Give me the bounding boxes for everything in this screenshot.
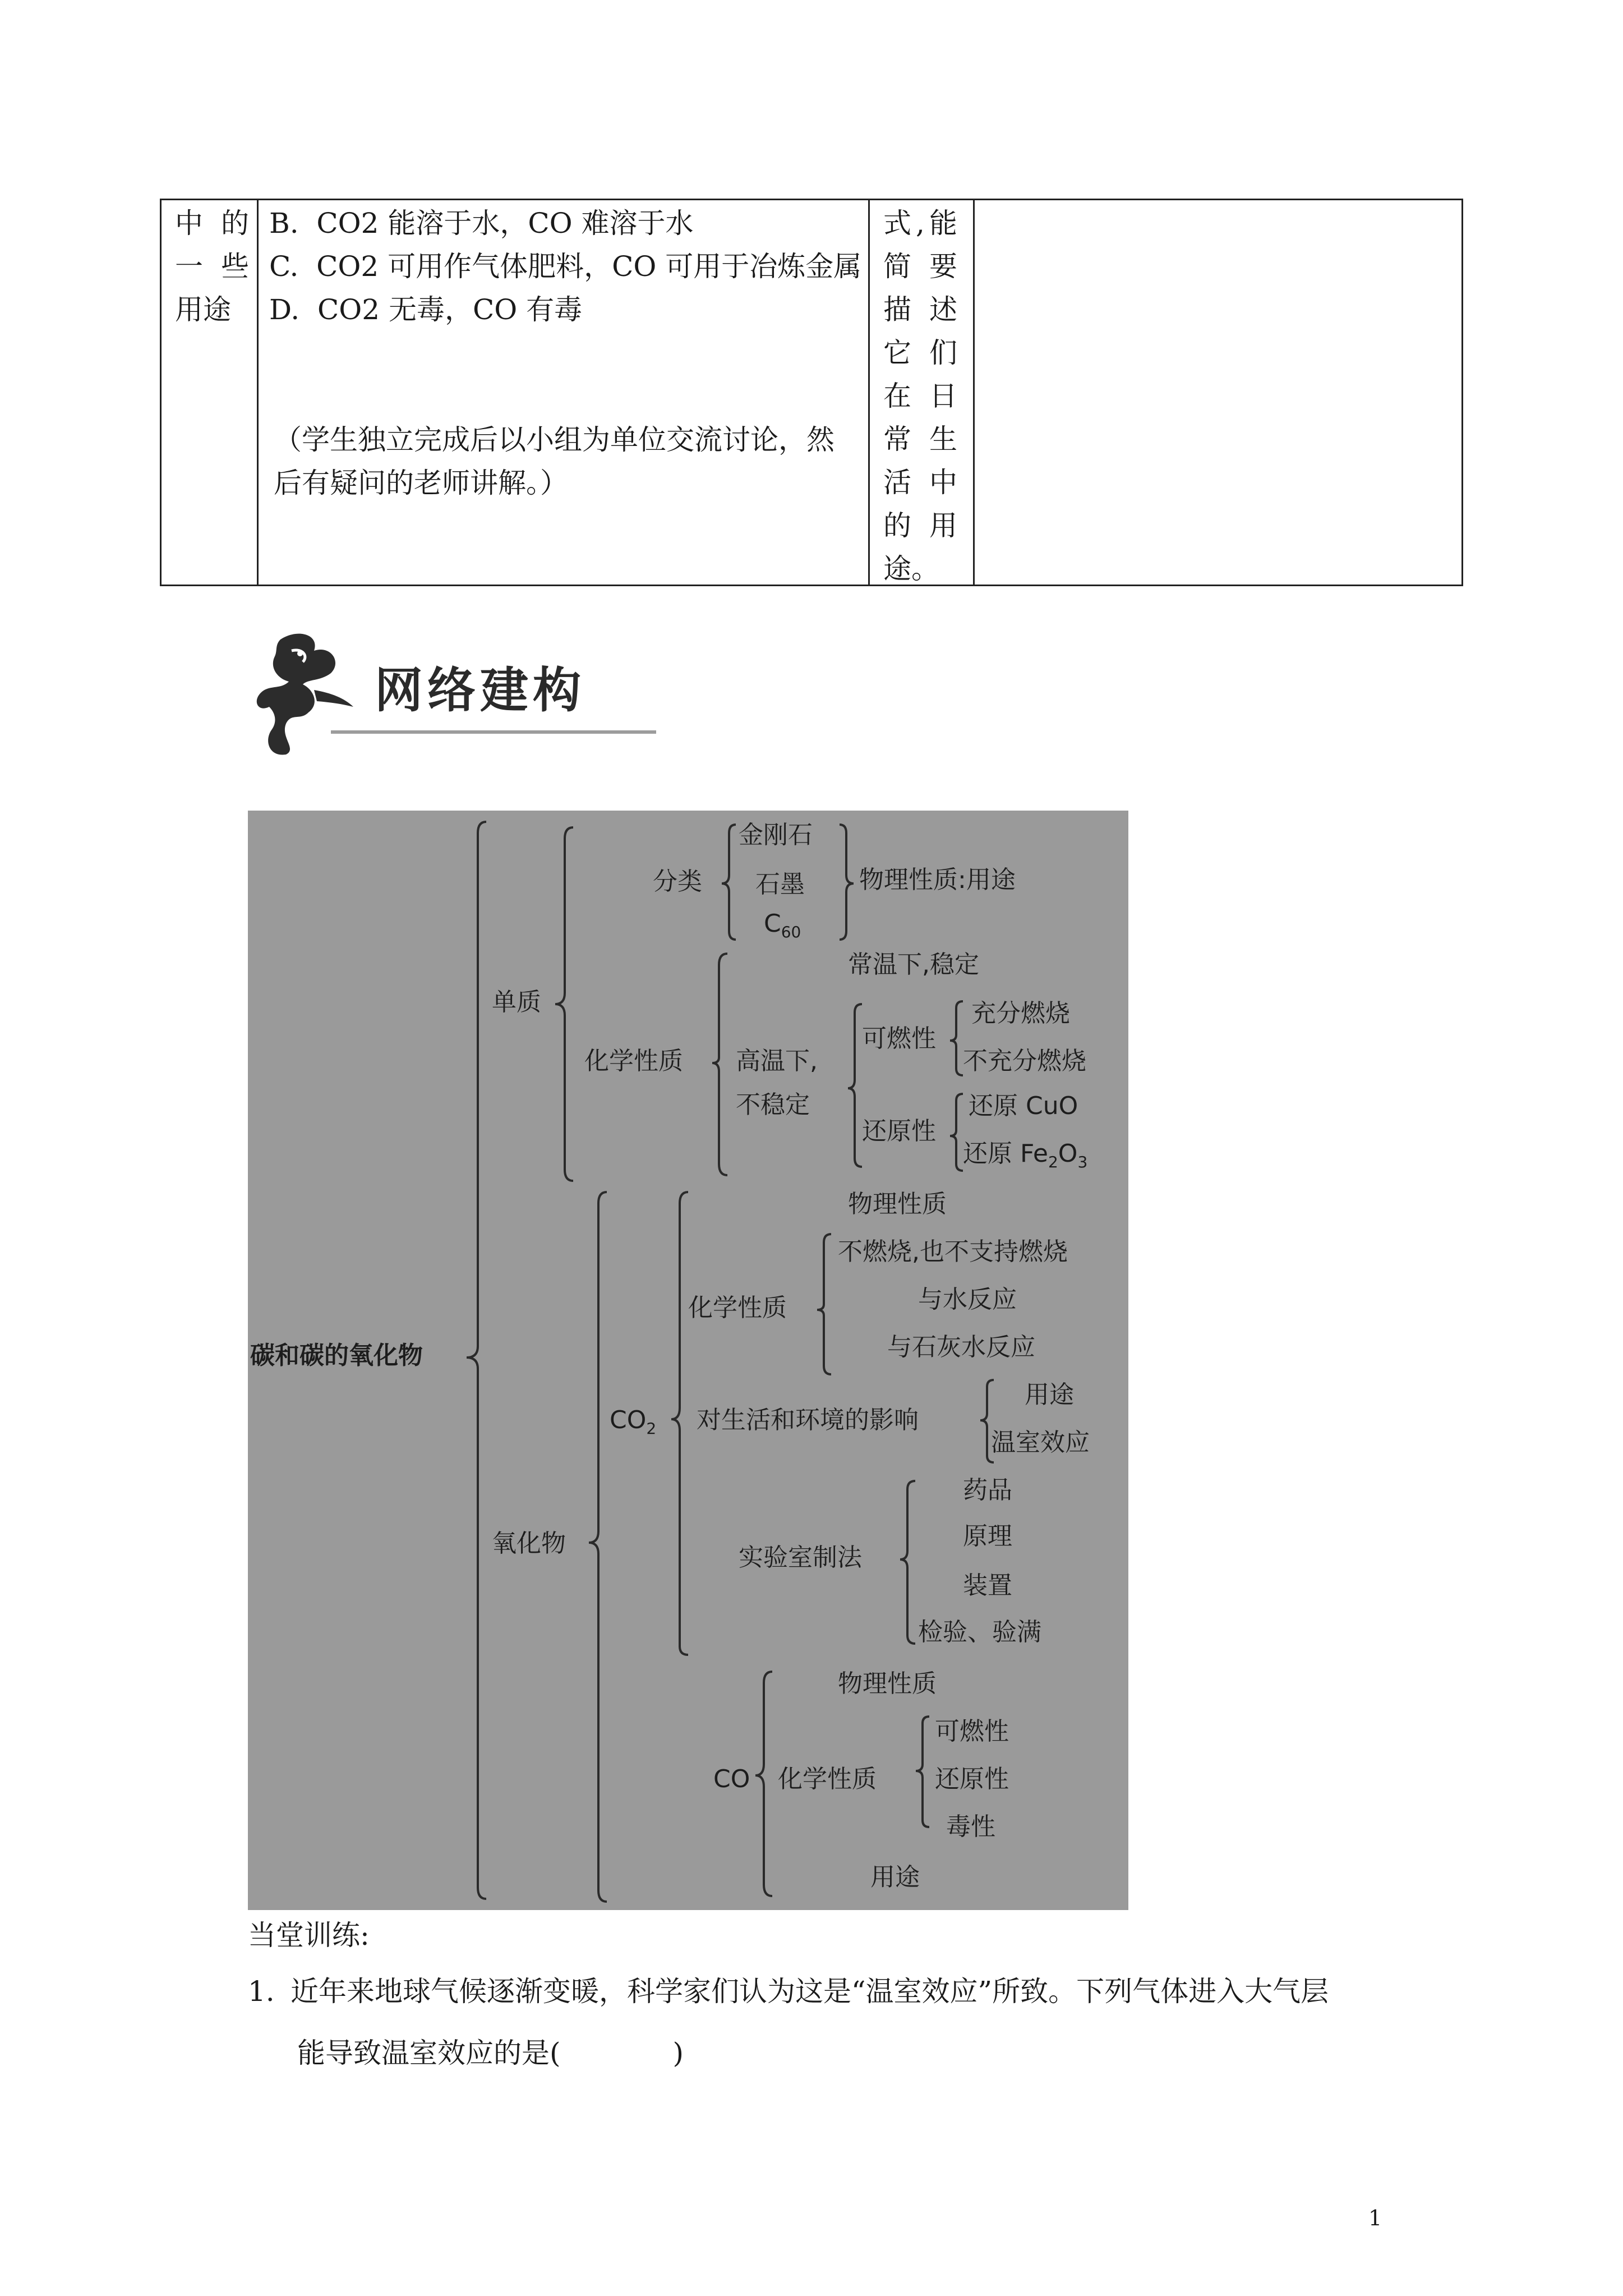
fe-sub: 2 (1048, 1153, 1058, 1171)
graphite-label: 石墨 (755, 870, 805, 899)
question-number: 1. (248, 1975, 275, 2008)
co2-chem-label: 化学性质 (688, 1294, 787, 1322)
test-label: 检验、验满 (918, 1618, 1041, 1646)
o-part: O (1058, 1139, 1078, 1168)
co2-label (610, 1408, 656, 1437)
c60-label (764, 909, 801, 941)
title-underline (331, 730, 656, 734)
dolphin-icon (247, 628, 359, 757)
o-sub: 3 (1077, 1153, 1088, 1171)
section-title: 网络建构 (375, 662, 585, 719)
flammable-label: 可燃性 (862, 1024, 936, 1053)
co-flammable-label: 可燃性 (935, 1717, 1009, 1746)
greenhouse-label: 温室效应 (991, 1428, 1090, 1457)
co2-base: CO (610, 1406, 647, 1434)
co-use-label: 用途 (870, 1863, 920, 1892)
room-stable-label: 常温下,稳定 (848, 950, 979, 979)
col1-line: 一 些 (175, 250, 249, 283)
co-reducing-label: 还原性 (935, 1765, 1009, 1793)
physical-use-label: 物理性质:用途 (859, 866, 1016, 894)
co-chem-label: 化学性质 (778, 1765, 877, 1793)
training-heading: 当堂训练: (248, 1919, 370, 1952)
oxide-label: 氧化物 (492, 1529, 566, 1558)
impact-label: 对生活和环境的影响 (697, 1406, 919, 1434)
option-d: D. CO2 无毒，CO 有毒 (269, 293, 583, 326)
question-text-line2: 能导致温室效应的是( ) (297, 2037, 684, 2069)
reduce-cuo-label: 还原 CuO (969, 1092, 1078, 1120)
c60-sub: 60 (781, 923, 801, 941)
col3-line: 的 用 (883, 509, 957, 542)
partial-burn-label: 不充分燃烧 (963, 1047, 1086, 1075)
option-c: C. CO2 可用作气体肥料，CO 可用于冶炼金属 (269, 250, 862, 283)
high-temp-label-1: 高温下, (736, 1047, 818, 1075)
activity-note-2: 后有疑问的老师讲解。） (274, 467, 568, 499)
question-text-line1: 近年来地球气候逐渐变暖，科学家们认为这是“温室效应”所致。下列气体进入大气层 (291, 1975, 1329, 2008)
no-burn-label: 不燃烧,也不支持燃烧 (838, 1237, 1068, 1266)
chem-prop-label: 化学性质 (584, 1047, 683, 1075)
root-label: 碳和碳的氧化物 (250, 1341, 423, 1370)
with-lime-label: 与石灰水反应 (887, 1333, 1035, 1361)
concept-map (248, 811, 1128, 1910)
col3-line: 描 述 (883, 293, 957, 326)
col3-line: 式,能 (883, 207, 957, 240)
full-burn-label: 充分燃烧 (971, 999, 1070, 1028)
apparatus-label: 装置 (963, 1571, 1012, 1600)
reducing-label: 还原性 (862, 1117, 936, 1145)
reduce-fe2o3-label (963, 1139, 1088, 1171)
lab-prep-label: 实验室制法 (739, 1543, 862, 1572)
principle-label: 原理 (963, 1522, 1012, 1550)
co-physical-label: 物理性质 (838, 1669, 937, 1698)
option-b: B. CO2 能溶于水，CO 难溶于水 (269, 207, 694, 240)
reagent-label: 药品 (963, 1476, 1012, 1504)
col1-line: 中 的 (175, 207, 249, 240)
col1-line: 用途 (175, 293, 231, 326)
high-temp-label-2: 不稳定 (736, 1091, 810, 1119)
fe-part: 还原 Fe (963, 1139, 1048, 1168)
c60-base: C (764, 909, 781, 938)
col3-line: 活 中 (883, 466, 957, 499)
with-water-label: 与水反应 (918, 1285, 1017, 1314)
co-toxic-label: 毒性 (946, 1812, 995, 1841)
diamond-label: 金刚石 (739, 821, 813, 849)
col3-line: 在 日 (883, 380, 957, 412)
co2-sub: 2 (646, 1419, 657, 1438)
col3-line: 途。 (883, 553, 939, 585)
co2-physical-label: 物理性质 (848, 1190, 947, 1218)
simple-substance-label: 单质 (492, 988, 541, 1016)
activity-note-1: （学生独立完成后以小组为单位交流讨论，然 (274, 424, 834, 456)
table-col1 (175, 202, 249, 332)
use-label: 用途 (1025, 1381, 1074, 1409)
col3-line: 常 生 (883, 423, 957, 455)
col3-line: 简 要 (883, 250, 957, 283)
co-label: CO (713, 1765, 750, 1793)
classify-label: 分类 (653, 867, 702, 896)
page-number: 1 (1368, 2206, 1382, 2230)
col3-line: 它 们 (883, 337, 957, 369)
table-col3 (883, 202, 957, 591)
